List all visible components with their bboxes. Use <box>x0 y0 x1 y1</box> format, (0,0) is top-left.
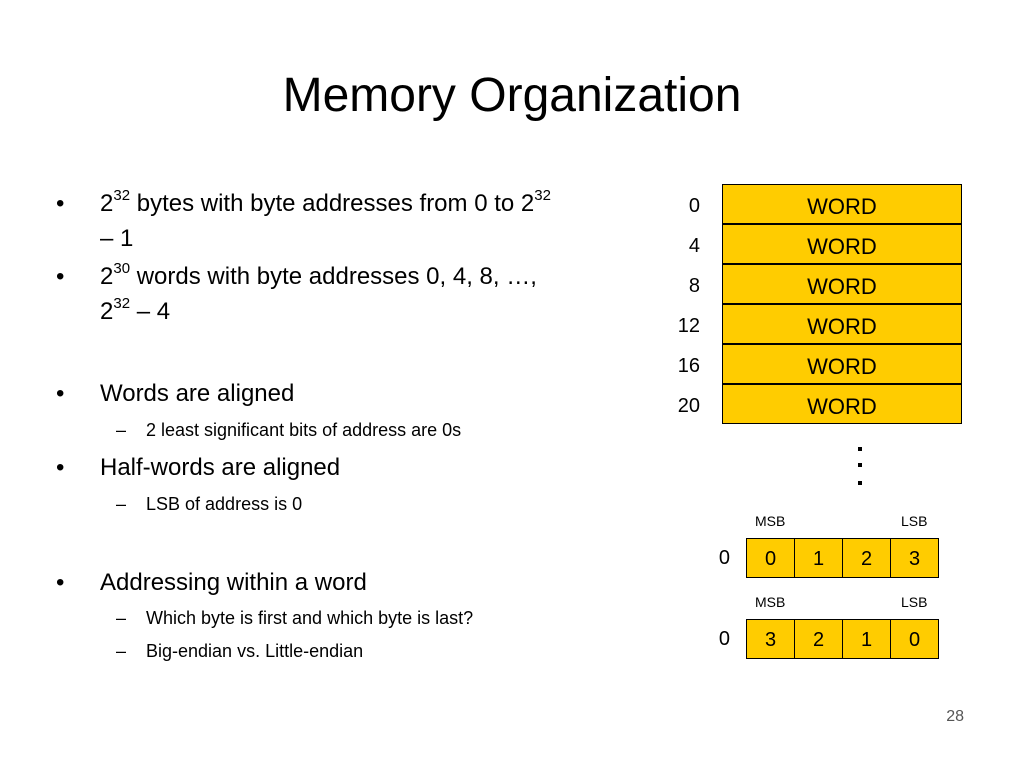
sub-bullet-text: Big-endian vs. Little-endian <box>146 641 364 661</box>
memory-word-cell: WORD <box>722 304 962 344</box>
power-exponent: 32 <box>113 295 131 312</box>
byte-row-address: 0 <box>718 547 730 569</box>
power-exponent: 30 <box>113 260 131 277</box>
bullet-dot: • <box>56 190 65 217</box>
bullet-dot: • <box>56 569 65 596</box>
bullet-text-continued: – 4 <box>130 298 171 325</box>
bullet-words-aligned <box>56 376 646 411</box>
memory-word-cell: WORD <box>722 184 962 224</box>
byte-cell: 1 <box>842 619 891 659</box>
sub-bullet-lsb-bits <box>116 418 616 442</box>
power-base: 2 <box>100 263 114 290</box>
byte-cell: 1 <box>794 538 843 578</box>
bullet-text: Addressing within a word <box>100 569 367 596</box>
power-base: 2 <box>100 190 114 217</box>
sub-bullet-dash: – <box>116 420 127 440</box>
bullet-text-continued: – 1 <box>100 225 134 252</box>
lsb-label: LSB <box>901 513 928 529</box>
byte-cell: 2 <box>842 538 891 578</box>
byte-cell: 3 <box>746 619 795 659</box>
bullet-word-addresses <box>56 259 646 329</box>
byte-cell: 2 <box>794 619 843 659</box>
memory-word-cell: WORD <box>722 384 962 424</box>
page-number: 28 <box>946 708 964 725</box>
sub-bullet-text: Which byte is first and which byte is last? <box>146 608 474 628</box>
sub-bullet-dash: – <box>116 608 127 628</box>
msb-label: MSB <box>755 513 786 529</box>
sub-bullet-text: LSB of address is 0 <box>146 494 303 514</box>
lsb-label: LSB <box>901 594 928 610</box>
sub-bullet-first-last-byte <box>116 606 616 630</box>
memory-word-cell: WORD <box>722 344 962 384</box>
byte-cell: 0 <box>746 538 795 578</box>
memory-address-label: 12 <box>677 315 700 337</box>
memory-word-cell: WORD <box>722 224 962 264</box>
bullet-text: bytes with byte addresses from 0 to 2 <box>130 190 535 217</box>
bullet-text: Half-words are aligned <box>100 454 341 481</box>
power-exponent: 32 <box>113 187 131 204</box>
bullet-byte-addresses <box>56 186 646 256</box>
sub-bullet-dash: – <box>116 641 127 661</box>
power-base: 2 <box>100 298 114 325</box>
bullet-dot: • <box>56 380 65 407</box>
bullet-text: words with byte addresses 0, 4, 8, …, <box>130 263 537 290</box>
bullet-halfwords-aligned <box>56 450 646 485</box>
msb-label: MSB <box>755 594 786 610</box>
sub-bullet-endianness <box>116 639 616 663</box>
memory-address-label: 0 <box>688 195 700 217</box>
slide-title: Memory Organization <box>282 69 742 122</box>
bullet-text: Words are aligned <box>100 380 295 407</box>
memory-address-label: 4 <box>688 235 700 257</box>
memory-word-cell: WORD <box>722 264 962 304</box>
power-exponent: 32 <box>534 187 551 204</box>
memory-address-label: 16 <box>677 355 700 377</box>
byte-cell: 0 <box>890 619 939 659</box>
bullet-dot: • <box>56 263 65 290</box>
memory-address-label: 8 <box>688 275 700 297</box>
sub-bullet-text: 2 least significant bits of address are 0s <box>146 420 462 440</box>
sub-bullet-dash: – <box>116 494 127 514</box>
vertical-ellipsis-icon <box>855 447 865 489</box>
byte-row-address: 0 <box>718 628 730 650</box>
memory-address-label: 20 <box>677 395 700 417</box>
bullet-addressing-within-word <box>56 565 646 600</box>
bullet-dot: • <box>56 454 65 481</box>
sub-bullet-lsb-address <box>116 492 616 516</box>
byte-cell: 3 <box>890 538 939 578</box>
